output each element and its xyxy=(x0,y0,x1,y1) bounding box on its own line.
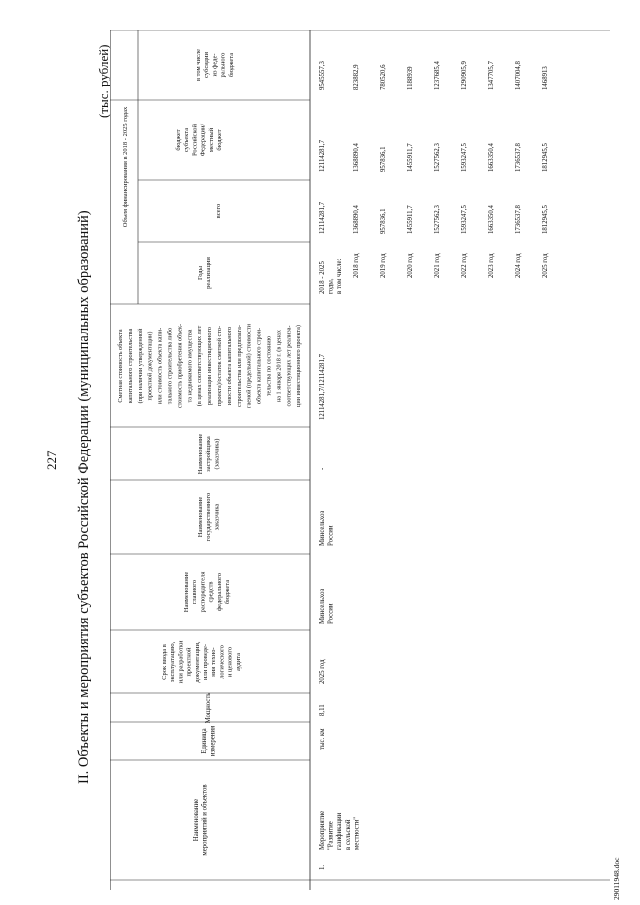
row-years-head-line: годы, xyxy=(327,278,335,294)
year-row-regional: 1455911,7 xyxy=(407,143,414,172)
header-deadline-line: или разработки xyxy=(177,640,185,684)
header-financing-group: Объем финансирования в 2018 - 2025 годах xyxy=(122,106,129,228)
header-federal-share-line: из феде- xyxy=(211,53,219,77)
header-deadline-line: эксплуатацию, xyxy=(169,641,177,683)
header-name-line: Наименование xyxy=(193,798,200,842)
header-estimated-cost-line: гаемой (предельной) стоимости xyxy=(245,324,253,408)
year-row-regional: 1812945,5 xyxy=(542,143,549,172)
header-chief-manager-line: Наименование xyxy=(183,571,190,613)
row-years-head-line: 2018 - 2025 xyxy=(319,261,326,294)
year-row-total: 957836,1 xyxy=(380,208,387,234)
header-developer-line: застройщика xyxy=(205,436,213,472)
row-deadline: 2025 год xyxy=(319,659,326,684)
row-federal-total: 9545557,3 xyxy=(319,61,326,90)
header-federal-share-line: в том числе xyxy=(195,48,202,82)
header-deadline-line: и ценового xyxy=(226,646,234,678)
year-row-federal: 1407004,8 xyxy=(515,61,522,90)
year-row-federal: 1290905,9 xyxy=(461,61,468,90)
year-row-total: 1368890,4 xyxy=(353,205,360,234)
financing-table-svg xyxy=(110,30,610,890)
header-name-line: мероприятий и объектов xyxy=(201,784,209,856)
header-deadline-line: Срок ввода в xyxy=(161,644,168,680)
row-name-line: "Развитие xyxy=(327,821,335,850)
row-name-line: в сельской xyxy=(344,819,352,850)
header-estimated-cost-line: (в ценах соответствующих лет xyxy=(196,325,204,407)
year-row-label: 2020 год xyxy=(407,253,414,278)
header-state-customer-line: заказчика xyxy=(213,503,221,531)
header-estimated-cost-line: та недвижимого имущества xyxy=(186,329,194,403)
row-name-line: местности" xyxy=(353,816,361,850)
header-chief-manager-line: главного xyxy=(191,579,199,605)
year-row-federal: 823882,9 xyxy=(353,64,360,90)
header-regional-budget-line: Федерации/ xyxy=(199,123,207,157)
year-row-label: 2025 год xyxy=(542,253,549,278)
year-row-regional: 1593247,5 xyxy=(461,143,468,172)
year-row-regional: 1663350,4 xyxy=(488,143,495,172)
header-estimated-cost-line: ции инвестиционного проекта) xyxy=(295,325,303,407)
header-regional-budget-line: Российской xyxy=(191,123,199,157)
header-estimated-cost-line: тального строительства либо xyxy=(166,327,174,405)
header-chief-manager-line: распорядителя xyxy=(199,571,207,613)
year-row-federal: 1188939 xyxy=(407,66,414,90)
header-deadline-line: документации, xyxy=(193,641,201,683)
year-row-label: 2022 год xyxy=(461,253,468,278)
year-row-federal: 780520,6 xyxy=(380,64,387,90)
year-row-label: 2024 год xyxy=(515,253,522,278)
header-deadline-line: или проведе- xyxy=(202,644,209,680)
row-developer: - xyxy=(319,467,326,470)
year-row-federal: 1237685,4 xyxy=(434,61,441,90)
header-chief-manager-line: бюджета xyxy=(224,579,231,605)
header-state-customer-line: государственного xyxy=(205,492,213,542)
header-state-customer-line: Наименование xyxy=(197,496,204,538)
header-estimated-cost-line: на 1 января 2018 г. (в ценах xyxy=(275,329,283,403)
header-estimated-cost-line: объекта капитального строи- xyxy=(255,327,263,405)
year-row-total: 1663350,4 xyxy=(488,205,495,234)
header-estimated-cost-line: реализации инвестиционного xyxy=(206,327,214,405)
header-regional-budget-line: субъекта xyxy=(183,127,191,153)
year-row-label: 2023 год xyxy=(488,253,495,278)
page-title: II. Объекты и мероприятия субъектов Российской Федерации (муниципальных образований) xyxy=(76,210,92,784)
year-row-regional: 1368890,4 xyxy=(353,143,360,172)
header-years-line: реализации xyxy=(205,257,213,289)
header-unit-line: Единица xyxy=(201,728,208,754)
year-row-regional: 1527562,3 xyxy=(434,143,441,172)
year-row-total: 1812945,5 xyxy=(542,205,549,234)
page-number: 227 xyxy=(44,450,59,470)
year-row-label: 2021 год xyxy=(434,253,441,278)
row-regional-total: 12114281,7 xyxy=(319,139,326,172)
header-chief-manager-line: федерального xyxy=(215,572,223,612)
header-estimated-cost-line: проектной документации) xyxy=(146,331,154,401)
row-estimated-cost: 12114281,7/12114281,7 xyxy=(319,354,326,420)
row-state-customer-line: Минсельхоз xyxy=(319,510,326,546)
row-unit: тыс. км xyxy=(319,728,326,750)
header-chief-manager-line: средств xyxy=(207,581,215,603)
row-years-total: 12114281,7 xyxy=(319,201,326,234)
header-estimated-cost-line: имости объекта капитального xyxy=(225,326,233,406)
financing-table xyxy=(110,30,610,890)
row-years-head-line: в том числе: xyxy=(336,258,344,294)
header-estimated-cost-line: (при наличии утвержденной xyxy=(136,328,144,404)
header-deadline-line: ния техно- xyxy=(210,647,218,677)
header-capacity-line: Мощность xyxy=(205,692,212,724)
document-reference: 29011948.doc xyxy=(612,857,621,900)
row-number: 1. xyxy=(319,864,326,870)
header-federal-share-line: рального xyxy=(219,52,227,78)
year-row-federal: 1468913 xyxy=(542,66,549,90)
header-unit-line: измерения xyxy=(209,725,217,757)
row-name-line: Мероприятие xyxy=(319,810,326,850)
header-years-line: Годы xyxy=(197,266,204,280)
units-note: (тыс. рублей) xyxy=(96,44,111,118)
header-regional-budget-line: бюджет xyxy=(216,129,223,151)
row-capacity: 8,11 xyxy=(319,704,326,716)
header-estimated-cost-line: или стоимость объекта капи- xyxy=(156,327,164,405)
year-row-regional: 1736537,8 xyxy=(515,143,522,172)
header-regional-budget-line: бюджет xyxy=(175,129,182,151)
header-estimated-cost-line: тельства по состоянию xyxy=(265,335,273,397)
year-row-total: 1455911,7 xyxy=(407,205,414,234)
year-row-label: 2019 год xyxy=(380,253,387,278)
header-estimated-cost-line: капитального строительства xyxy=(126,328,134,404)
header-federal-share-line: субсидии xyxy=(203,52,211,78)
year-row-regional: 957836,1 xyxy=(380,146,387,172)
row-chief-manager-line: России xyxy=(327,603,335,624)
header-total-line: всего xyxy=(215,203,222,219)
header-deadline-line: логического xyxy=(218,645,226,679)
header-estimated-cost-line: стоимость приобретения объек- xyxy=(176,323,184,409)
header-regional-budget-line: местный xyxy=(207,127,215,153)
header-estimated-cost-line: Сметная стоимость объекта xyxy=(117,329,124,403)
row-state-customer-line: России xyxy=(327,525,335,546)
header-developer-line: Наименование xyxy=(197,433,204,475)
header-estimated-cost-line: соответствующих лет реализа- xyxy=(285,325,293,407)
table-body xyxy=(110,30,610,890)
row-chief-manager-line: Минсельхоз xyxy=(319,588,326,624)
year-row-total: 1736537,8 xyxy=(515,205,522,234)
header-deadline-line: аудита xyxy=(234,653,242,671)
year-row-total: 1527562,3 xyxy=(434,205,441,234)
row-name-line: газификации xyxy=(336,812,344,850)
year-row-federal: 1347705,7 xyxy=(488,61,495,90)
header-federal-share-line: бюджета xyxy=(227,52,235,78)
header-developer-line: (заказчика) xyxy=(213,438,221,470)
year-row-total: 1593247,5 xyxy=(461,205,468,234)
year-row-label: 2018 год xyxy=(353,253,360,278)
header-deadline-line: проектной xyxy=(185,647,193,677)
header-estimated-cost-line: проекта)/остаток сметной сто- xyxy=(216,325,223,407)
header-estimated-cost-line: строительства или предполага- xyxy=(235,325,243,407)
